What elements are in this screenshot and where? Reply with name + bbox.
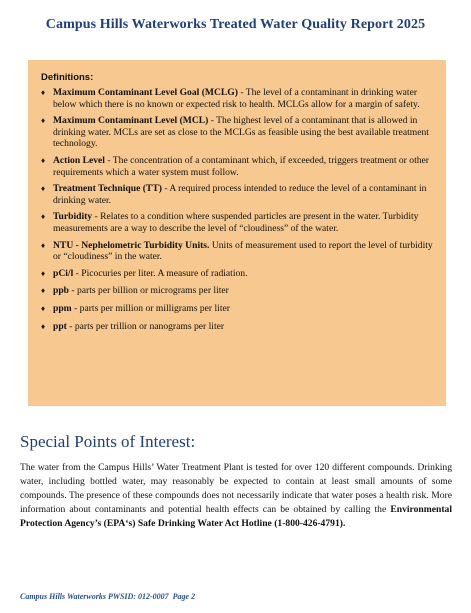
definition-item-treatment-technique (41, 183, 434, 206)
definition-term: Treatment Technique (TT) (53, 183, 162, 195)
definition-item-ntu (41, 240, 434, 263)
diamond-bullet-icon: ♦ (41, 212, 46, 222)
definition-text: - The highest level of a contaminant that is allowed in drinking water. MCLs are set as close to the MCLGs as feasible using the best available treatment technology. (53, 115, 429, 150)
diamond-bullet-icon: ♦ (41, 155, 46, 165)
definition-text: - The level of a contaminant in drinking water below which there is no known or expected risk to health. MCLGs allow for a margin of safety. (53, 87, 420, 110)
definition-term: ppb (53, 285, 70, 297)
definition-item-ppt (41, 321, 434, 333)
definition-term: Turbidity (53, 211, 93, 223)
definition-term: NTU - Nephelometric Turbidity Units. (53, 239, 210, 251)
definition-term: Action Level (53, 154, 105, 166)
diamond-bullet-icon: ♦ (41, 321, 46, 331)
definition-item-mcl (41, 115, 434, 150)
page-footer (20, 592, 195, 601)
definition-term: ppt (53, 320, 67, 332)
diamond-bullet-icon: ♦ (41, 88, 46, 97)
definition-item-turbidity (41, 211, 434, 234)
report-title: Campus Hills Waterworks Treated Water Quality Report 2025 (45, 17, 426, 32)
definition-term: ppm (53, 302, 72, 314)
page-number: Page 2 (172, 592, 196, 601)
definition-item-ppm (41, 303, 434, 315)
definitions-heading: Definitions: (41, 72, 94, 83)
diamond-bullet-icon: ♦ (41, 286, 46, 296)
diamond-bullet-icon: ♦ (41, 240, 46, 250)
special-points-heading: Special Points of Interest: (20, 432, 196, 451)
definition-term: Maximum Contaminant Level (MCL) (53, 115, 209, 127)
definition-item-pci (41, 268, 434, 280)
definitions-list (41, 87, 434, 332)
diamond-bullet-icon: ♦ (41, 268, 46, 278)
footer-label: Campus Hills Waterworks PWSID: 012-0007 (20, 592, 169, 601)
definition-text: - parts per trillion or nanograms per liter (66, 320, 225, 332)
special-points-body: The water from the Campus Hills’ Water Treatment Plant is tested for over 120 different compounds. Drinking water, including bottled water, may reasonably be expected to contain at least small amounts of some compounds. The presence of these compounds does not necessarily indicate that water poses a health risk. More information about contaminants and potential health effects can be obtained by calling the (20, 462, 452, 515)
definition-term: pCi/l (53, 267, 74, 279)
definition-text: - parts per billion or micrograms per liter (69, 285, 229, 297)
definition-text: - Picocuries per liter. A measure of radiation. (73, 267, 248, 279)
definition-text: - A required process intended to reduce the level of a contaminant in drinking water. (53, 183, 427, 206)
diamond-bullet-icon: ♦ (41, 184, 46, 194)
diamond-bullet-icon: ♦ (41, 116, 46, 126)
definition-item-ppb (41, 285, 434, 297)
special-points-paragraph (20, 461, 452, 531)
definition-text: Units of measurement used to report the level of turbidity or “cloudiness” in the water. (53, 239, 433, 263)
definition-text: - Relates to a condition where suspended particles are present in the water. Turbidity measurements are a way to describe the level of “cloudiness” of the water. (53, 211, 419, 234)
definitions-box (28, 60, 446, 406)
definition-item-action-level (41, 155, 434, 178)
definition-text: - The concentration of a contaminant which, if exceeded, triggers treatment or other requirements which a water system must follow. (53, 154, 429, 178)
definition-item-mclg (41, 87, 434, 110)
definition-text: - parts per million or milligrams per liter (71, 302, 230, 314)
epa-hotline-text: Environmental Protection Agency’s (EPA‘s) Safe Drinking Water Act Hotline (1-800-426-4791). (20, 504, 452, 529)
diamond-bullet-icon: ♦ (41, 303, 46, 313)
definition-term: Maximum Contaminant Level Goal (MCLG) (53, 87, 238, 98)
